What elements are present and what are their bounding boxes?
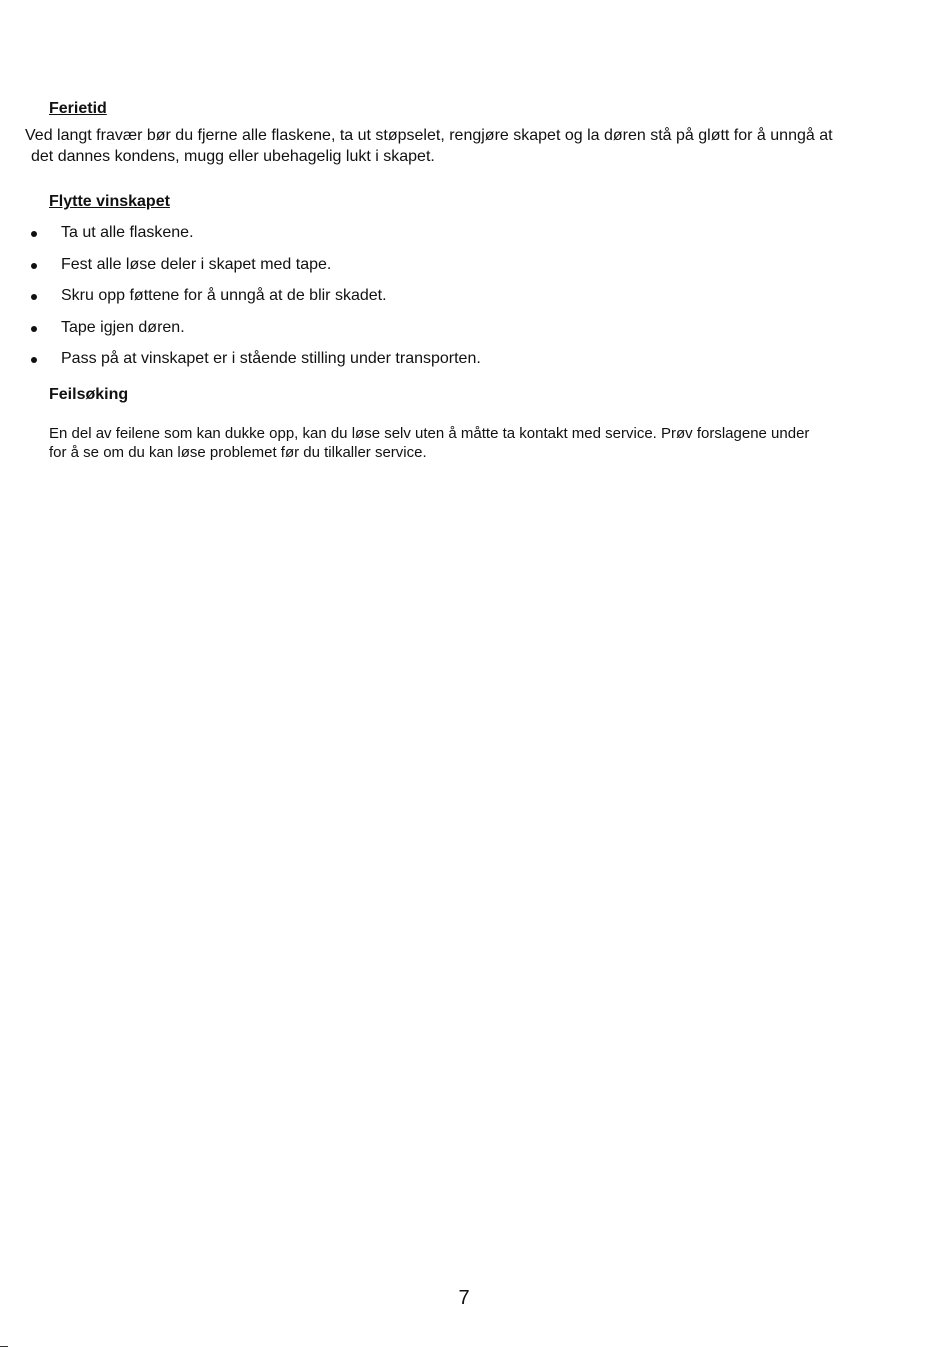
- ferietid-text-line-2: det dannes kondens, mugg eller ubehagelig lukt i skapet.: [31, 148, 435, 165]
- page-number: 7: [458, 1287, 470, 1309]
- feilsoking-text-line-2: for å se om du kan løse problemet før du tilkaller service.: [49, 444, 427, 461]
- bullet-icon: [31, 357, 37, 363]
- section-heading-flytte-vinskapet: Flytte vinskapet: [49, 193, 170, 210]
- corner-mark: [0, 1346, 8, 1347]
- bullet-icon: [31, 231, 37, 237]
- section-heading-ferietid: Ferietid: [49, 100, 107, 117]
- bullet-icon: [31, 294, 37, 300]
- ferietid-text-line-1: Ved langt fravær bør du fjerne alle flaskene, ta ut støpselet, rengjøre skapet og la døren stå på gløtt for å unngå at: [25, 127, 833, 144]
- feilsoking-text-line-1: En del av feilene som kan dukke opp, kan du løse selv uten å måtte ta kontakt med service. Prøv forslagene under: [49, 425, 810, 442]
- bullet-icon: [31, 326, 37, 332]
- bullet-icon: [31, 263, 37, 269]
- section-heading-feilsoking: Feilsøking: [49, 386, 129, 403]
